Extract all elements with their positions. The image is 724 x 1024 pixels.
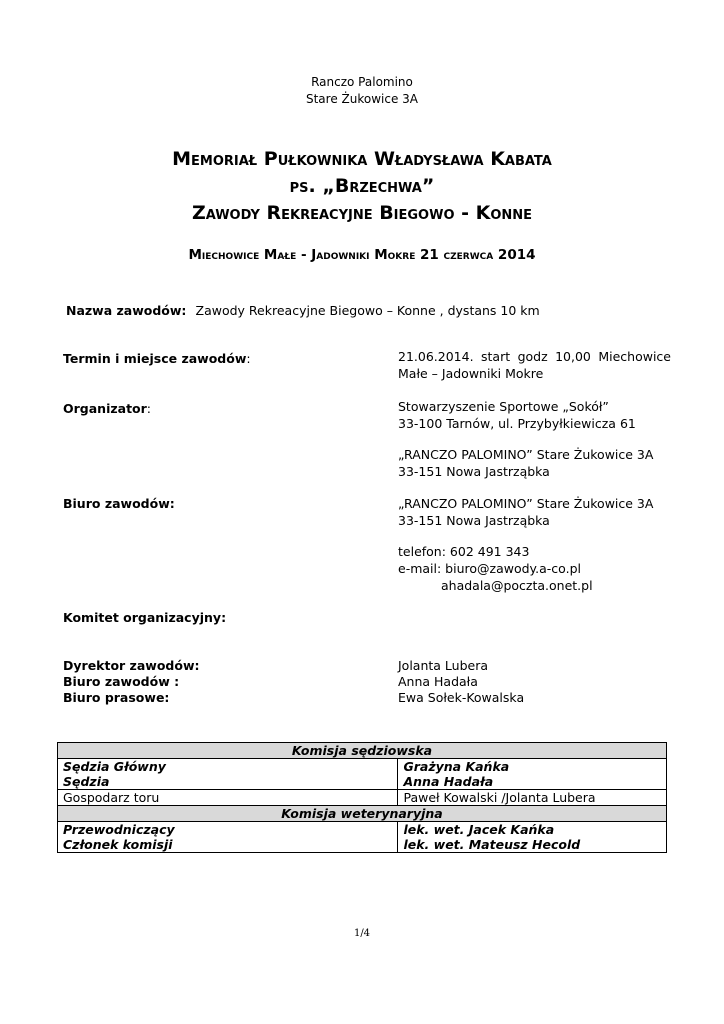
termin-line-2: Małe – Jadowniki Mokre — [398, 366, 544, 381]
office-line-1: „RANCZO PALOMINO” Stare Żukowice 3A — [398, 496, 654, 511]
vet-names: lek. wet. Jacek Kańka lek. wet. Mateusz Hecold — [398, 822, 667, 853]
vet-section-header: Komisja weterynaryjna — [58, 806, 667, 822]
judges-table — [57, 742, 667, 853]
competition-name-value: Zawody Rekreacyjne Biegowo – Konne , dystans 10 km — [195, 303, 540, 318]
judges-section-header: Komisja sędziowska — [58, 743, 667, 759]
termin-label-row — [63, 348, 251, 367]
staff-name-press: Ewa Sołek-Kowalska — [398, 690, 525, 705]
organizer-1-line-1: Stowarzyszenie Sportowe „Sokół” — [398, 399, 609, 414]
track-role: Gospodarz toru — [58, 790, 398, 806]
office-phone: telefon: 602 491 343 — [398, 544, 530, 559]
organizer-label: Organizator — [63, 401, 147, 416]
event-subtitle: Miechowice Małe - Jadowniki Mokre 21 czerwca 2014 — [188, 247, 536, 263]
vet-roles: Przewodniczący Członek komisji — [58, 822, 398, 853]
office-email-1: e-mail: biuro@zawody.a-co.pl — [398, 561, 581, 576]
competition-name-label: Nazwa zawodów: — [66, 303, 187, 318]
title-line-2: ps. „Brzechwa” — [289, 175, 435, 197]
header-line-1: Ranczo Palomino — [311, 75, 413, 89]
title-line-1: Memoriał Pułkownika Władysława Kabata — [172, 148, 552, 170]
termin-line-1: 21.06.2014. start godz 10,00 Miechowice — [398, 349, 671, 364]
organizer-2-line-1: „RANCZO PALOMINO” Stare Żukowice 3A — [398, 447, 654, 462]
title-line-3: Zawody Rekreacyjne Biegowo - Konne — [191, 202, 533, 224]
office-email-2: ahadala@poczta.onet.pl — [441, 578, 593, 593]
termin-colon: : — [246, 351, 251, 366]
staff-role-office: Biuro zawodów : — [63, 674, 180, 689]
committee-label: Komitet organizacyjny: — [63, 610, 227, 625]
staff-role-press: Biuro prasowe: — [63, 690, 170, 705]
table-row — [58, 743, 667, 759]
competition-name-row — [66, 300, 540, 319]
organizer-1-line-2: 33-100 Tarnów, ul. Przybyłkiewicza 61 — [398, 416, 636, 431]
table-row — [58, 790, 667, 806]
organizer-label-row — [63, 398, 151, 417]
table-row — [58, 759, 667, 790]
termin-label: Termin i miejsce zawodów — [63, 351, 247, 366]
header-line-2: Stare Żukowice 3A — [305, 92, 419, 106]
organizer-colon: : — [146, 401, 152, 416]
judge-role-head: Sędzia Główny Sędzia — [58, 759, 398, 790]
track-name: Paweł Kowalski /Jolanta Lubera — [398, 790, 667, 806]
staff-name-director: Jolanta Lubera — [398, 658, 489, 673]
office-label: Biuro zawodów: — [63, 496, 175, 511]
page-number: 1/4 — [353, 928, 371, 939]
table-row — [58, 822, 667, 853]
office-line-2: 33-151 Nowa Jastrząbka — [398, 513, 550, 528]
table-row — [58, 806, 667, 822]
organizer-2-line-2: 33-151 Nowa Jastrząbka — [398, 464, 550, 479]
staff-role-director: Dyrektor zawodów: — [63, 658, 200, 673]
judge-name-head: Grażyna Kańka Anna Hadała — [398, 759, 667, 790]
staff-name-office: Anna Hadała — [398, 674, 478, 689]
